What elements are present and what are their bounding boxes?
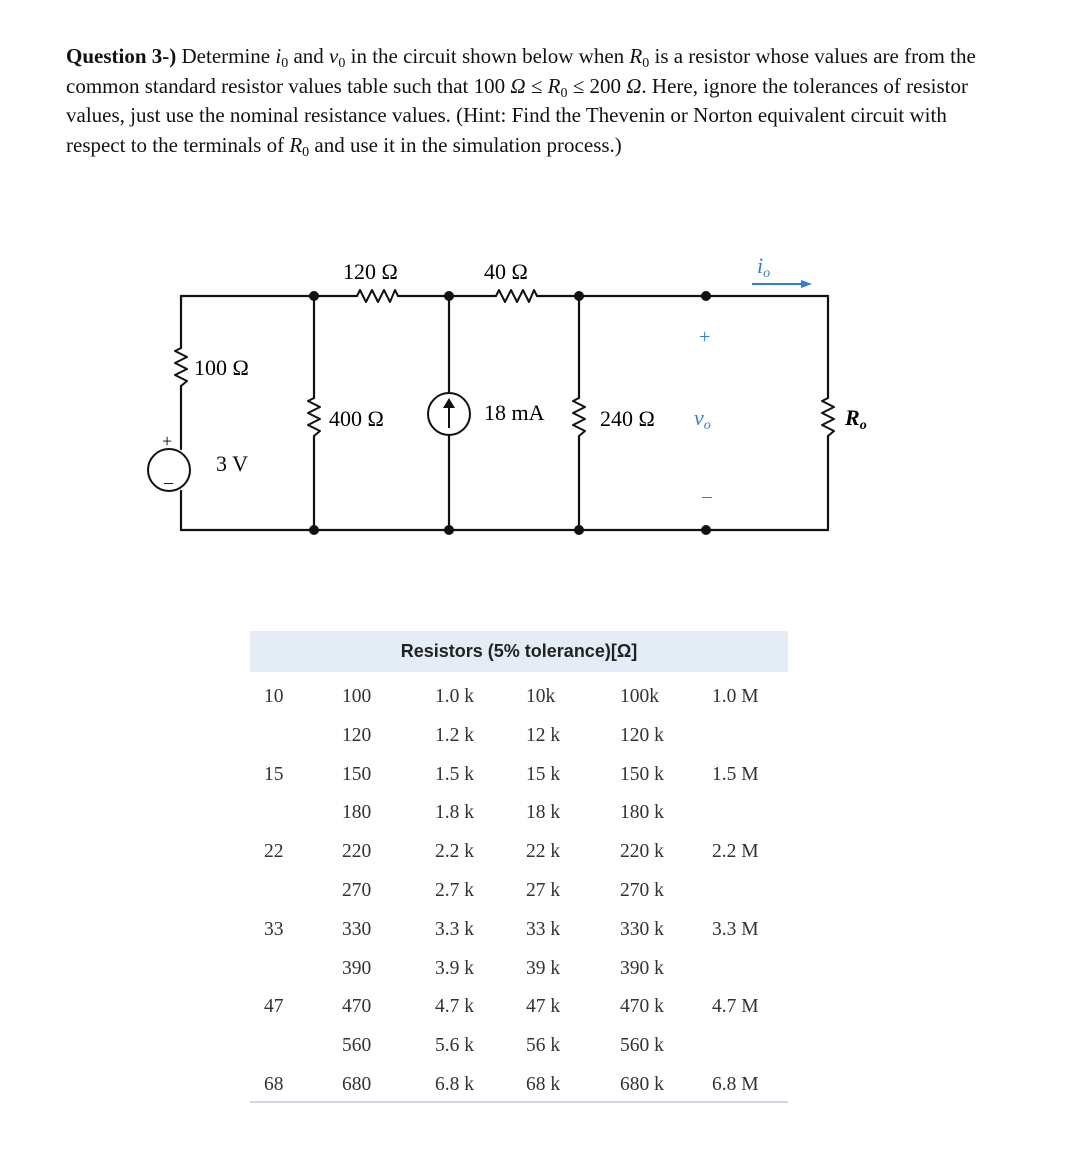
table-header: Resistors (5% tolerance)[Ω] (250, 631, 788, 672)
table-cell-col-1m: 4.7 M (712, 996, 759, 1018)
table-cell-col-100k: 470 k (620, 996, 664, 1018)
subscript-0: 0 (338, 56, 346, 71)
ro-symbol: R (547, 73, 561, 98)
terminal-dot (701, 525, 711, 535)
table-cell-col-100: 470 (342, 996, 372, 1018)
table-cell-col-100: 390 (342, 957, 372, 979)
table-cell-col-100k: 560 k (620, 1035, 664, 1057)
resistor-100-ohm (175, 348, 187, 386)
table-cell-col-1k: 2.2 k (435, 841, 474, 863)
le-symbol: ≤ (525, 73, 548, 98)
table-cell-col-10k: 33 k (526, 918, 561, 940)
terminal-dot (701, 291, 711, 301)
table-row (250, 988, 788, 1026)
table-row (250, 794, 788, 832)
table-cell-col-10k: 39 k (526, 957, 561, 979)
ro-symbol: R (629, 44, 643, 68)
table-row (250, 833, 788, 871)
question-fragment: and use it in the simulation process.) (309, 132, 622, 157)
vo-symbol: v (329, 44, 339, 68)
table-row (250, 756, 788, 794)
table-cell-col-10k: 27 k (526, 880, 561, 901)
table-cell-col-1k: 1.8 k (435, 802, 474, 824)
table-cell-col-100k: 680 k (620, 1074, 664, 1095)
r240-label: 240 Ω (600, 406, 655, 431)
table-cell-col-100: 180 (342, 802, 372, 824)
table-cell-col-1k: 1.0 k (435, 686, 474, 707)
table-cell-col-10k: 22 k (526, 841, 561, 863)
source-voltage-label: 3 V (216, 451, 248, 476)
table-cell-col-1k: 1.2 k (435, 724, 474, 746)
junction-dot (444, 291, 454, 301)
table-cell-col-1m: 2.2 M (712, 841, 759, 863)
table-cell-col-1k: 1.5 k (435, 763, 474, 785)
table-cell-col-10k: 56 k (526, 1035, 561, 1057)
ro-symbol: R (289, 132, 303, 157)
table-cell-col-100k: 120 k (620, 724, 664, 746)
question-fragment: Determine (176, 44, 276, 68)
resistor-400-ohm (308, 398, 320, 436)
table-cell-col-1m: 1.0 M (712, 686, 759, 707)
subscript-0: 0 (560, 85, 568, 101)
question-fragment: 200 (589, 73, 627, 98)
r40-label: 40 Ω (484, 259, 528, 284)
table-cell-col-100k: 100k (620, 686, 659, 707)
table-row (250, 678, 788, 716)
junction-dot (309, 291, 319, 301)
current-source-arrowhead-icon (443, 398, 455, 408)
resistor-120-ohm (357, 290, 398, 302)
table-row (250, 911, 788, 949)
table-cell-col-100: 330 (342, 918, 372, 940)
vo-plus-sign: + (699, 326, 711, 348)
table-cell-col-1: 33 (264, 918, 284, 940)
table-cell-col-1m: 1.5 M (712, 763, 759, 785)
table-cell-col-1: 68 (264, 1074, 284, 1095)
table-cell-col-100: 120 (342, 724, 372, 746)
table-cell-col-100k: 330 k (620, 918, 664, 940)
io-symbol: i (275, 44, 282, 68)
table-row (250, 950, 788, 988)
table-cell-col-100: 270 (342, 880, 372, 901)
resistor-40-ohm (496, 290, 537, 302)
table-cell-col-1k: 4.7 k (435, 996, 474, 1018)
source-minus-sign: – (164, 472, 173, 492)
table-cell-col-100k: 150 k (620, 763, 664, 785)
table-cell-col-100k: 390 k (620, 957, 664, 979)
table-row (250, 1027, 788, 1065)
r400-label: 400 Ω (329, 406, 384, 431)
table-cell-col-10k: 10k (526, 686, 556, 707)
table-cell-col-1k: 2.7 k (435, 880, 474, 901)
table-row (250, 872, 788, 910)
subscript-0: 0 (302, 144, 310, 160)
omega-symbol: Ω (510, 73, 526, 98)
resistor-table (250, 631, 788, 1095)
junction-dot (309, 525, 319, 535)
table-cell-col-1k: 5.6 k (435, 1035, 474, 1057)
ro-label: Ro (845, 405, 867, 433)
table-cell-col-10k: 18 k (526, 802, 561, 824)
table-cell-col-100: 560 (342, 1035, 372, 1057)
junction-dot (444, 525, 454, 535)
io-arrowhead-icon (801, 280, 812, 288)
table-cell-col-100: 150 (342, 763, 372, 785)
table-cell-col-1m: 3.3 M (712, 918, 759, 940)
table-cell-col-1: 47 (264, 996, 284, 1018)
le-symbol: ≤ (567, 73, 590, 98)
resistor-ro (822, 398, 834, 436)
table-cell-col-1: 22 (264, 841, 284, 863)
question-label: Question 3-) (66, 44, 177, 68)
table-cell-col-1k: 3.3 k (435, 918, 474, 940)
table-row (250, 1066, 788, 1104)
table-cell-col-10k: 12 k (526, 724, 561, 746)
table-cell-col-10k: 47 k (526, 996, 561, 1018)
table-cell-col-1: 15 (264, 763, 284, 785)
question-fragment: and (288, 44, 330, 68)
table-cell-col-100: 220 (342, 841, 372, 863)
vo-minus-sign: – (702, 485, 712, 507)
r120-label: 120 Ω (343, 259, 398, 284)
subscript-0: 0 (642, 56, 650, 71)
table-cell-col-100k: 220 k (620, 841, 664, 863)
question-fragment: is a resistor whose values are from the common standard resistor values table such that 100 (66, 44, 976, 98)
junction-dot (574, 525, 584, 535)
table-cell-col-10k: 68 k (526, 1074, 561, 1095)
question-fragment: . Here, ignore the tolerances of resistor values, just use the nominal resistance values. (Hint: Find the Thevenin or Norton equivalent circuit with respect to the terminals of (66, 73, 968, 157)
io-label: io (757, 253, 771, 281)
table-row (250, 717, 788, 755)
question-fragment: in the circuit shown below when (345, 44, 630, 68)
table-cell-col-100: 680 (342, 1074, 372, 1095)
table-cell-col-10k: 15 k (526, 763, 561, 785)
omega-symbol: Ω (626, 73, 642, 98)
isrc-label: 18 mA (484, 400, 545, 425)
subscript-0: 0 (281, 56, 289, 71)
table-cell-col-100k: 270 k (620, 880, 664, 901)
table-bottom-rule (250, 1101, 788, 1103)
junction-dot (574, 291, 584, 301)
table-cell-col-1k: 6.8 k (435, 1074, 474, 1095)
table-cell-col-1k: 3.9 k (435, 957, 474, 979)
source-plus-sign: + (162, 431, 173, 451)
vo-label: vo (694, 405, 711, 433)
table-cell-col-100k: 180 k (620, 802, 664, 824)
resistor-240-ohm (573, 398, 585, 436)
table-cell-col-100: 100 (342, 686, 372, 707)
table-cell-col-1: 10 (264, 686, 284, 707)
r100-label: 100 Ω (194, 355, 249, 380)
table-cell-col-1m: 6.8 M (712, 1074, 759, 1095)
